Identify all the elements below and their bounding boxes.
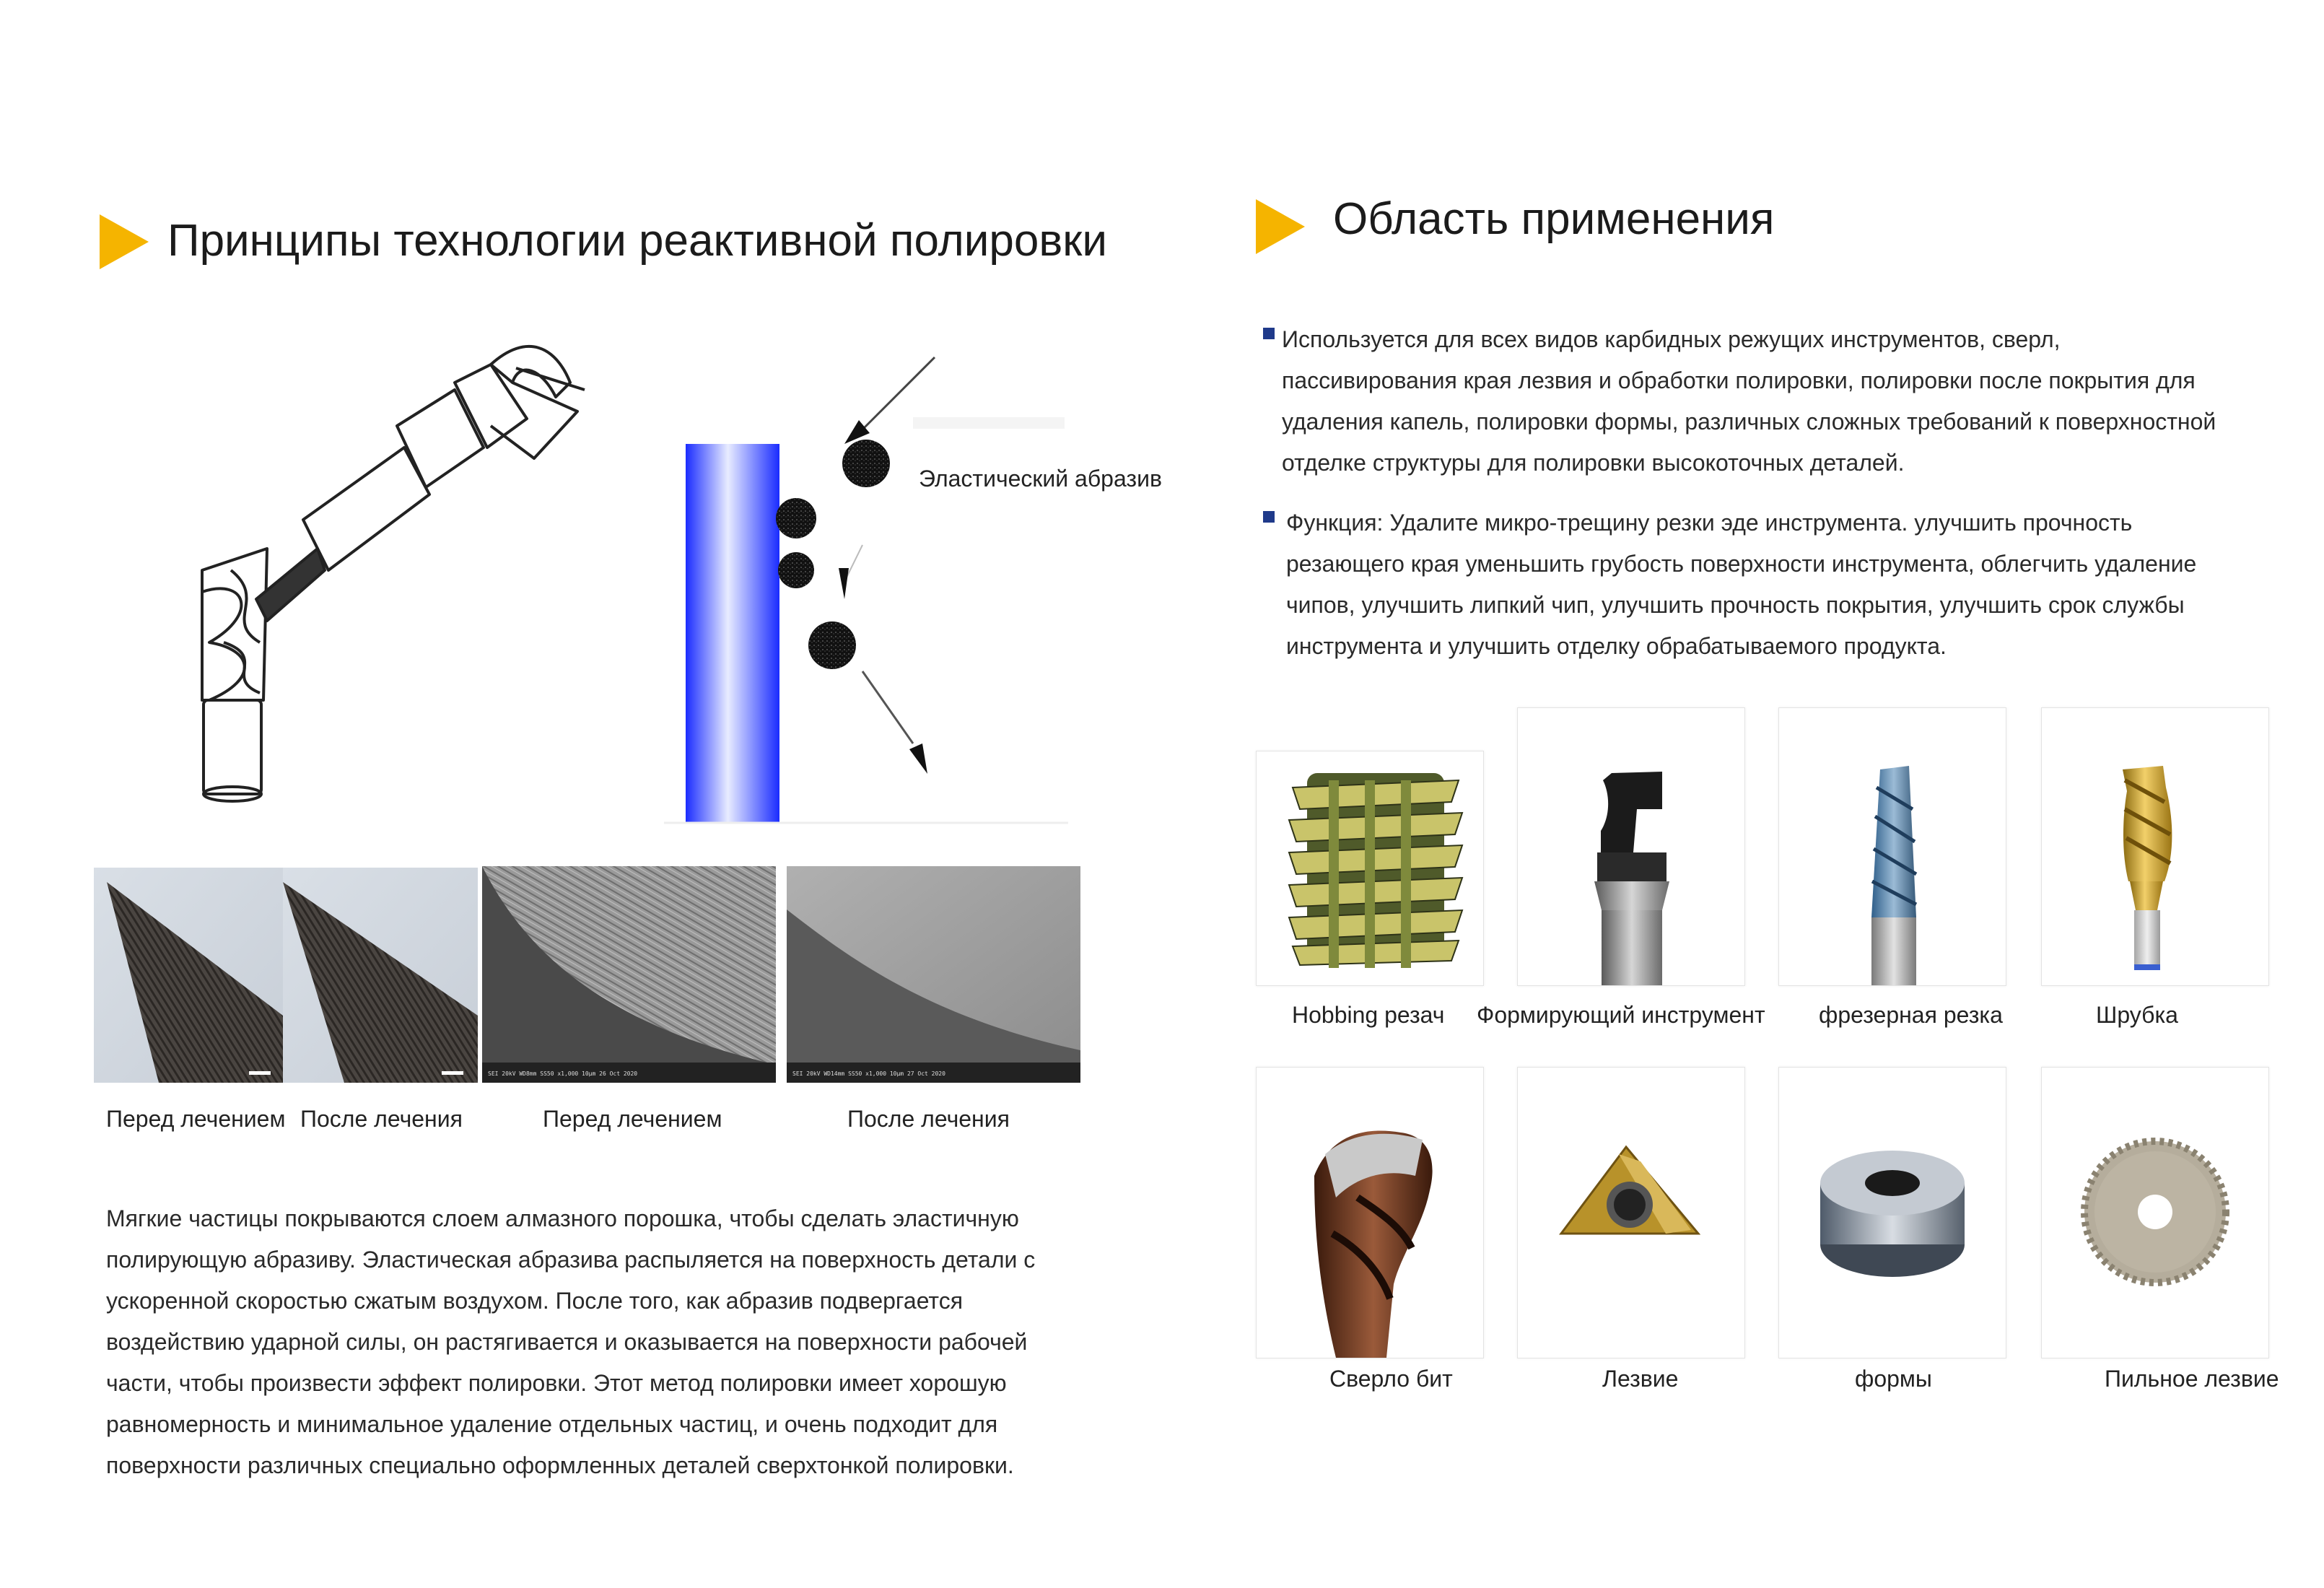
bullet-square-icon	[1263, 328, 1275, 339]
tool-label-forming-tool: Формирующий инструмент	[1477, 1002, 1765, 1028]
photo-caption-before-1: Перед лечением	[106, 1106, 286, 1132]
end-mill-image	[1779, 708, 2006, 985]
elastic-abrasive-diagram	[613, 354, 1075, 830]
forming-tool-image	[1518, 708, 1744, 985]
insert-blade-image	[1518, 1068, 1744, 1358]
after-photo-1	[283, 868, 478, 1083]
polishing-nozzle-illustration	[180, 339, 599, 808]
svg-text:SEI 20kV WD14mm SS50 x1,000 10: SEI 20kV WD14mm SS50 x1,000 10μm 27 Oct 2020	[792, 1070, 945, 1077]
mold-image	[1779, 1068, 2006, 1358]
tool-card-insert-blade	[1517, 1067, 1745, 1358]
tool-card-tap	[2041, 707, 2269, 986]
right-section-title: Область применения	[1333, 194, 1775, 244]
tool-label-drill-bit: Сверло бит	[1329, 1366, 1453, 1392]
after-sem-photo	[787, 866, 1080, 1083]
tool-label-insert-blade: Лезвие	[1602, 1366, 1679, 1392]
before-sem-photo	[482, 866, 776, 1083]
tool-card-forming-tool	[1517, 707, 1745, 986]
bullet-square-icon	[1263, 511, 1275, 523]
drill-bit-image	[1257, 1068, 1483, 1358]
tool-card-hob-cutter	[1256, 751, 1484, 986]
tool-card-end-mill	[1778, 707, 2006, 986]
tool-card-drill-bit	[1256, 1067, 1484, 1358]
hob-cutter-image	[1257, 751, 1483, 985]
saw-blade-image	[2042, 1068, 2268, 1358]
photo-caption-before-2: Перед лечением	[543, 1106, 722, 1132]
tool-label-saw-blade: Пильное лезвие	[2105, 1366, 2279, 1392]
tool-label-end-mill: фрезерная резка	[1819, 1002, 2003, 1028]
tool-card-mold	[1778, 1067, 2006, 1358]
tool-card-saw-blade	[2041, 1067, 2269, 1358]
tool-label-mold: формы	[1855, 1366, 1932, 1392]
tool-label-hob-cutter: Hobbing резач	[1292, 1002, 1445, 1028]
photo-caption-after-1: После лечения	[300, 1106, 463, 1132]
tool-label-tap: Шрубка	[2096, 1002, 2178, 1028]
photo-caption-after-2: После лечения	[847, 1106, 1010, 1132]
principle-paragraph: Мягкие частицы покрываются слоем алмазного порошка, чтобы сделать эластичную полирующую абразиву. Эластическая абразива распыляется на поверхность детали с ускоренной скоростью сжатым воздухом. После того, как абразив подвергается воздействию ударной силы, он растягивается и оказывается на поверхности рабочей части, чтобы произвести эффект полировки. Этот метод полировки имеет хорошую равномерность и минимальное удаление отдельных частиц, и очень подходит для поверхности различных специально оформленных деталей сверхтонкой полировки.	[106, 1205, 1036, 1478]
application-bullet-1: Используется для всех видов карбидных режущих инструментов, сверл, пассивирования края лезвия и обработки полировки, полировки после покрытия для удаления капель, полировки формы, различных сложных требований к поверхностной отделке структуры для полировки высокоточных деталей.	[1282, 326, 2216, 476]
application-bullet-2: Функция: Удалите микро-трещину резки эде инструмента. улучшить прочность резающего края уменьшить грубость поверхности инструмента, облегчить удаление чипов, улучшить липкий чип, улучшить прочность покрытия, улучшить срок службы инструмента и улучшить отделку обрабатываемого продукта.	[1286, 510, 2197, 659]
before-photo-1	[94, 868, 283, 1083]
svg-text:SEI 20kV WD8mm SS50 x1,000 10μ: SEI 20kV WD8mm SS50 x1,000 10μm 26 Oct 2020	[488, 1070, 638, 1077]
section-marker-icon	[100, 214, 149, 269]
section-marker-icon	[1256, 199, 1305, 254]
tap-image	[2042, 708, 2268, 985]
elastic-abrasive-label: Эластический абразив	[919, 466, 1162, 492]
left-section-title: Принципы технологии реактивной полировки	[167, 216, 1108, 266]
